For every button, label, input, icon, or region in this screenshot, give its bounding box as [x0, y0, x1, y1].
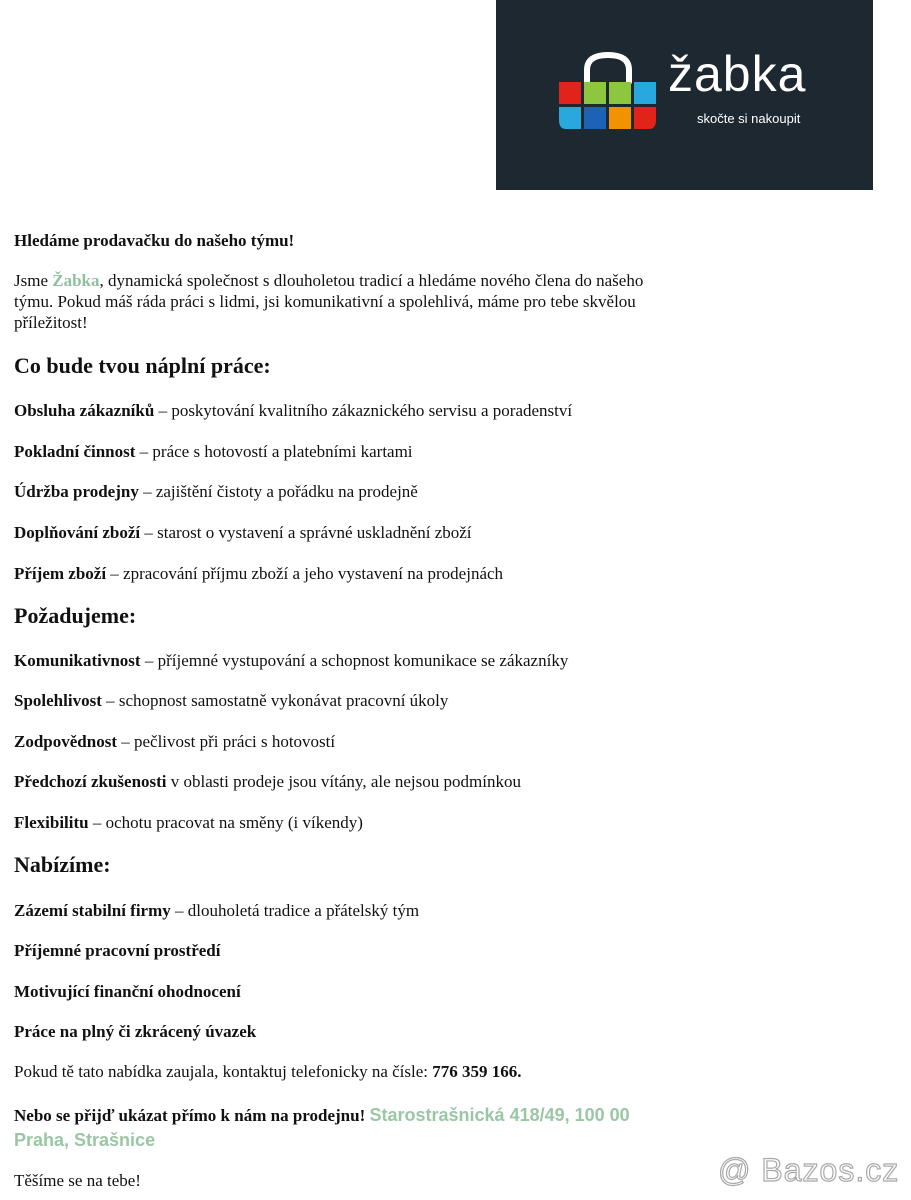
offer-heading: Nabízíme: [14, 852, 111, 877]
offer-item: Příjemné pracovní prostředí [14, 941, 221, 960]
closing-line: Těšíme se na tebe! [14, 1171, 141, 1190]
contact-address-line-2 [14, 1130, 155, 1151]
ad-title: Hledáme prodavačku do našeho týmu! [14, 231, 295, 250]
basket-square-lightblue [559, 107, 581, 129]
requirement-item: Předchozí zkušenosti v oblasti prodeje jsou vítány, ale nejsou podmínkou [14, 772, 521, 791]
contact-phone-line: Pokud tě tato nabídka zaujala, kontaktuj telefonicky na čísle: 776 359 166. [14, 1062, 522, 1081]
basket-square-orange [609, 107, 631, 129]
duty-item: Příjem zboží – zpracování příjmu zboží a jeho vystavení na prodejnách [14, 564, 504, 583]
offer-item: Práce na plný či zkrácený úvazek [14, 1022, 257, 1041]
bazos-watermark: @ Bazos.cz [718, 1152, 900, 1188]
requirement-item: Flexibilitu – ochotu pracovat na směny (i víkendy) [14, 813, 363, 832]
duty-item: Pokladní činnost – práce s hotovostí a platebními kartami [14, 442, 413, 461]
store-address-line-2: Praha, Strašnice [14, 1130, 156, 1150]
phone-number: 776 359 166. [432, 1062, 522, 1081]
basket-square-green-2 [609, 82, 631, 104]
offer-item: Motivující finanční ohodnocení [14, 982, 241, 1001]
basket-square-blue [634, 82, 656, 104]
basket-square-red-2 [634, 107, 656, 129]
intro-line-1: Jsme Žabka, dynamická společnost s dlouholetou tradicí a hledáme nového člena do našeho [14, 271, 644, 290]
requirement-item: Komunikativnost – příjemné vystupování a schopnost komunikace se zákazníky [14, 651, 569, 670]
basket-square-navy [584, 107, 606, 129]
requirements-heading: Požadujeme: [14, 603, 137, 628]
duty-item: Údržba prodejny – zajištění čistoty a pořádku na prodejně [14, 482, 418, 501]
duty-item: Doplňování zboží – starost o vystavení a správné uskladnění zboží [14, 523, 472, 542]
basket-square-red [559, 82, 581, 104]
requirement-item: Zodpovědnost – pečlivost při práci s hotovostí [14, 732, 336, 751]
basket-square-green [584, 82, 606, 104]
intro-line-2: týmu. Pokud máš ráda práci s lidmi, jsi komunikativní a spolehlivá, máme pro tebe skvělou [14, 292, 636, 311]
requirement-item: Spolehlivost – schopnost samostatně vykonávat pracovní úkoly [14, 691, 449, 710]
offer-item: Zázemí stabilní firmy – dlouholetá tradice a přátelský tým [14, 901, 420, 920]
basket-handle [587, 55, 629, 82]
contact-visit-line: Nebo se přijď ukázat přímo k nám na prodejnu! Starostrašnická 418/49, 100 00 [14, 1105, 630, 1125]
logo-wordmark: žabka [668, 46, 807, 102]
store-address-line-1: Starostrašnická 418/49, 100 00 [369, 1105, 630, 1125]
logo-slogan: skočte si nakoupit [697, 111, 801, 126]
brand-name: Žabka [52, 271, 100, 290]
duty-item: Obsluha zákazníků – poskytování kvalitního zákaznického servisu a poradenství [14, 401, 573, 420]
intro-line-3: příležitost! [14, 313, 88, 332]
duties-heading: Co bude tvou náplní práce: [14, 353, 271, 378]
